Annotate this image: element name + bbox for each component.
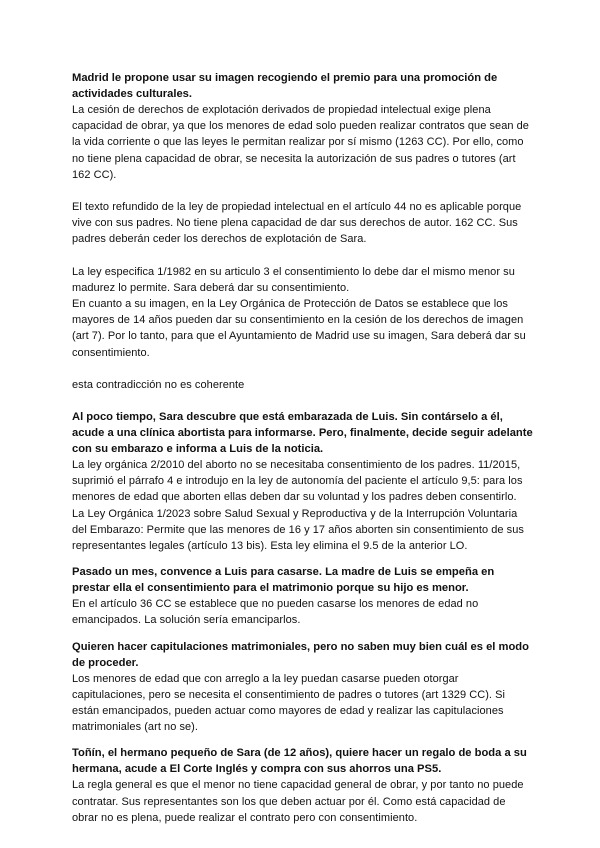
section-1-paragraph-1: La cesión de derechos de explotación derivados de propiedad intelectual exige plena capacidad de obrar, ya que los menores de edad solo pueden realizar contratos que sean de la vida corriente o que las leyes le permitan realizar por sí mismo (1263 CC). Por ello, como no tiene plena capacidad de obrar, se necesita la autorización de sus padres o tutores (art 162 CC).	[72, 104, 529, 181]
section-1-paragraph-4: En cuanto a su imagen, en la Ley Orgánica de Protección de Datos se establece que los mayores de 14 años pueden dar su consentimiento en la cesión de los derechos de imagen (art 7). Por lo tanto, para que el Ayuntamiento de Madrid use su imagen, Sara deberá dar su consentimiento.	[72, 298, 526, 359]
section-1-paragraph-2: El texto refundido de la ley de propiedad intelectual en el artículo 44 no es aplicable porque vive con sus padres. No tiene plena capacidad de dar sus derechos de autor. 162 CC. Sus padres deberán ceder los derechos de explotación de Sara.	[72, 201, 522, 246]
section-1-question: Madrid le propone usar su imagen recogiendo el premio para una promoción de actividades culturales.	[72, 72, 498, 100]
section-4-paragraph-1: Los menores de edad que con arreglo a la ley puedan casarse pueden otorgar capitulaciones, pero se necesita el consentimiento de padres o tutores (art 1329 CC). Si están emancipados, pueden actuar como mayores de edad y realizar las capitulaciones matrimoniales (art no se).	[72, 672, 506, 734]
section-1-paragraph-3: La ley especifica 1/1982 en su articulo 3 el consentimiento lo debe dar el mismo menor su madurez lo permite. Sara deberá dar su consentimiento.	[72, 265, 515, 294]
section-1-note: esta contradicción no es coherente	[72, 378, 245, 391]
section-2-paragraph-1: La ley orgánica 2/2010 del aborto no se necesitaba consentimiento de los padres. 11/2015, suprimió el párrafo 4 e introdujo en la ley de autonomía del paciente el artículo 9,5: para los menores de edad que aborten ellas deben dar su voluntad y los padres deben consentirlo.	[72, 459, 523, 504]
section-2-question: Al poco tiempo, Sara descubre que está embarazada de Luis. Sin contárselo a él, acude a una clínica abortista para informarse. Pero, finalmente, decide seguir adelante con su embarazo e informa a Luis de la noticia.	[72, 411, 533, 456]
section-4-question: Quieren hacer capitulaciones matrimoniales, pero no saben muy bien cuál es el modo de proceder.	[72, 640, 529, 669]
section-2-paragraph-2: La Ley Orgánica 1/2023 sobre Salud Sexual y Reproductiva y de la Interrupción Voluntaria del Embarazo: Permite que las menores de 16 y 17 años aborten sin consentimiento de sus representantes legales (artículo 13 bis). Esta ley elimina el 9.5 de la anterior LO.	[72, 507, 524, 553]
section-3-question: Pasado un mes, convence a Luis para casarse. La madre de Luis se empeña en prestar ella el consentimiento para el matrimonio porque su hijo es menor.	[72, 566, 495, 595]
section-3-paragraph-1: En el artículo 36 CC se establece que no pueden casarse los menores de edad no emancipados. La solución sería emanciparlos.	[72, 598, 479, 627]
section-5-question: Toñín, el hermano pequeño de Sara (de 12 años), quiere hacer un regalo de boda a su hermana, acude a El Corte Inglés y compra con sus ahorros una PS5.	[72, 747, 527, 776]
section-5-paragraph-1: La regla general es que el menor no tiene capacidad general de obrar, y por tanto no puede contratar. Sus representantes son los que deben actuar por él. Como está capacidad de obrar no es plena, puede realizar el contrato pero con consentimiento.	[72, 779, 524, 824]
